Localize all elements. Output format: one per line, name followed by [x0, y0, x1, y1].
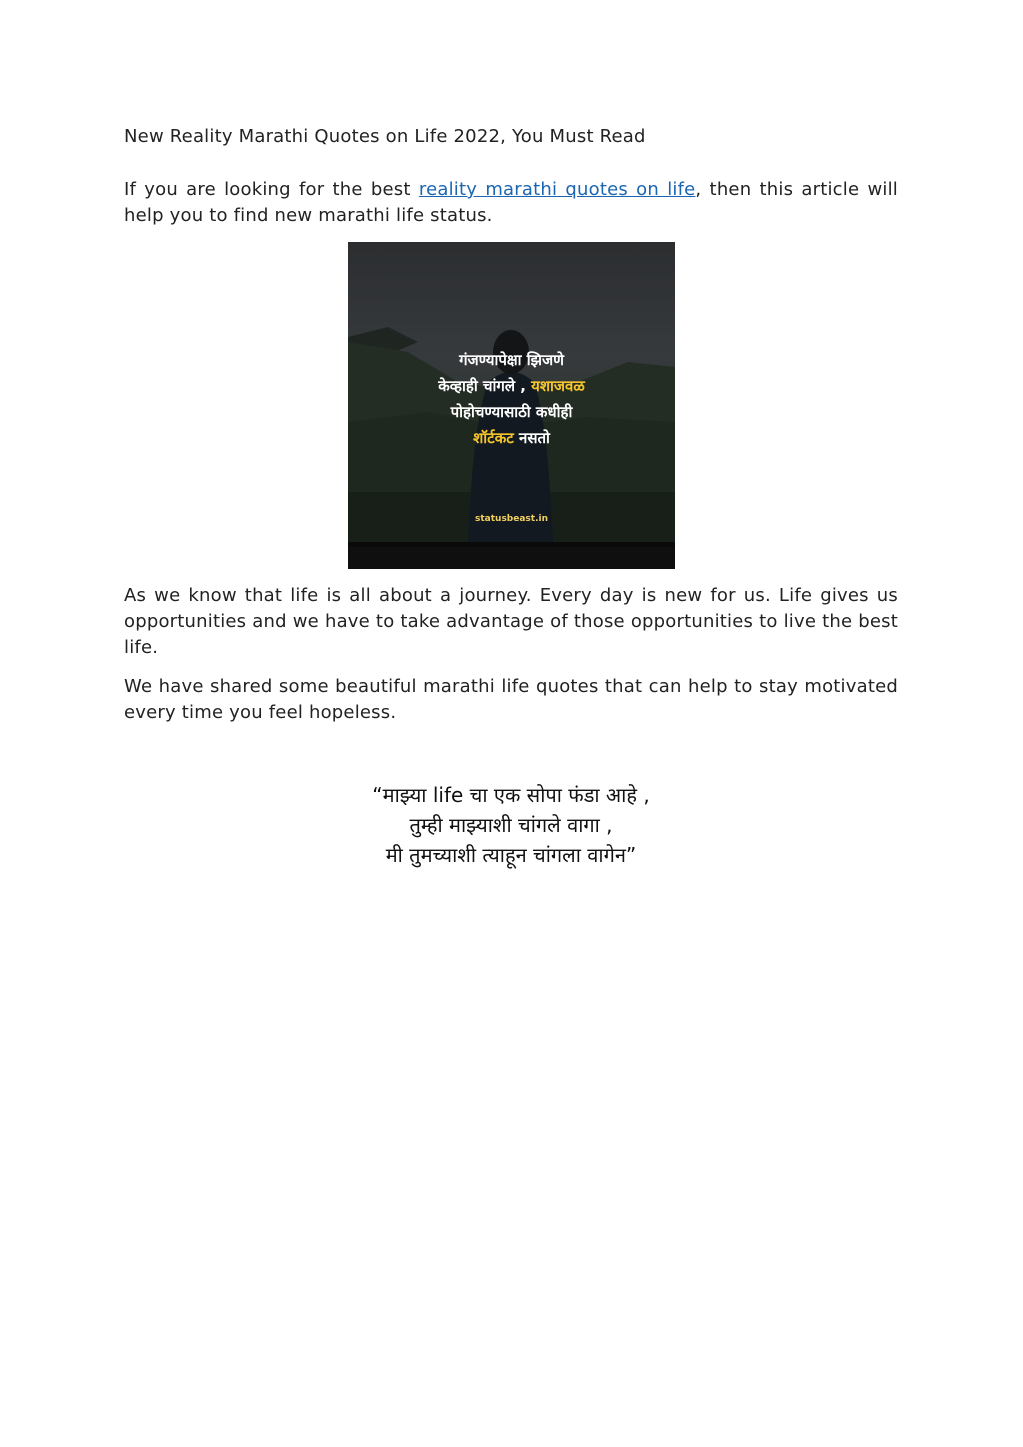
- journey-paragraph: As we know that life is all about a journey. Every day is new for us. Life gives us opportunities and we have to take advantage of those opportunities to live the best life.: [124, 585, 898, 658]
- image-line-3: पोहोचण्यासाठी कधीही: [450, 403, 573, 421]
- quote-line-3: मी तुमच्याशी त्याहून चांगला वागेन”: [385, 843, 637, 867]
- intro-text-before: If you are looking for the best: [124, 179, 419, 200]
- intro-paragraph: [124, 177, 898, 229]
- intro-text-after: , then this article will help you to find new marathi life status.: [124, 179, 898, 226]
- quotes-link[interactable]: reality marathi quotes on life: [418, 179, 696, 200]
- image-line-4: शॉर्टकट नसतो: [473, 429, 550, 447]
- quote-image: [348, 242, 675, 569]
- shared-quotes-paragraph: We have shared some beautiful marathi life quotes that can help to stay motivated every time you feel hopeless.: [124, 676, 898, 723]
- image-quote-text: [348, 347, 675, 451]
- marathi-quote: [124, 780, 898, 870]
- quote-line-2: तुम्ही माझ्याशी चांगले वागा ,: [409, 813, 613, 837]
- quote-line-1: “माझ्या life चा एक सोपा फंडा आहे ,: [372, 783, 650, 807]
- article-title: New Reality Marathi Quotes on Life 2022, You Must Read: [124, 126, 646, 147]
- image-line-2: केव्हाही चांगले , यशाजवळ: [438, 377, 585, 395]
- image-watermark: statusbeast.in: [475, 514, 548, 524]
- image-line-1: गंजण्यापेक्षा झिजणे: [459, 351, 564, 369]
